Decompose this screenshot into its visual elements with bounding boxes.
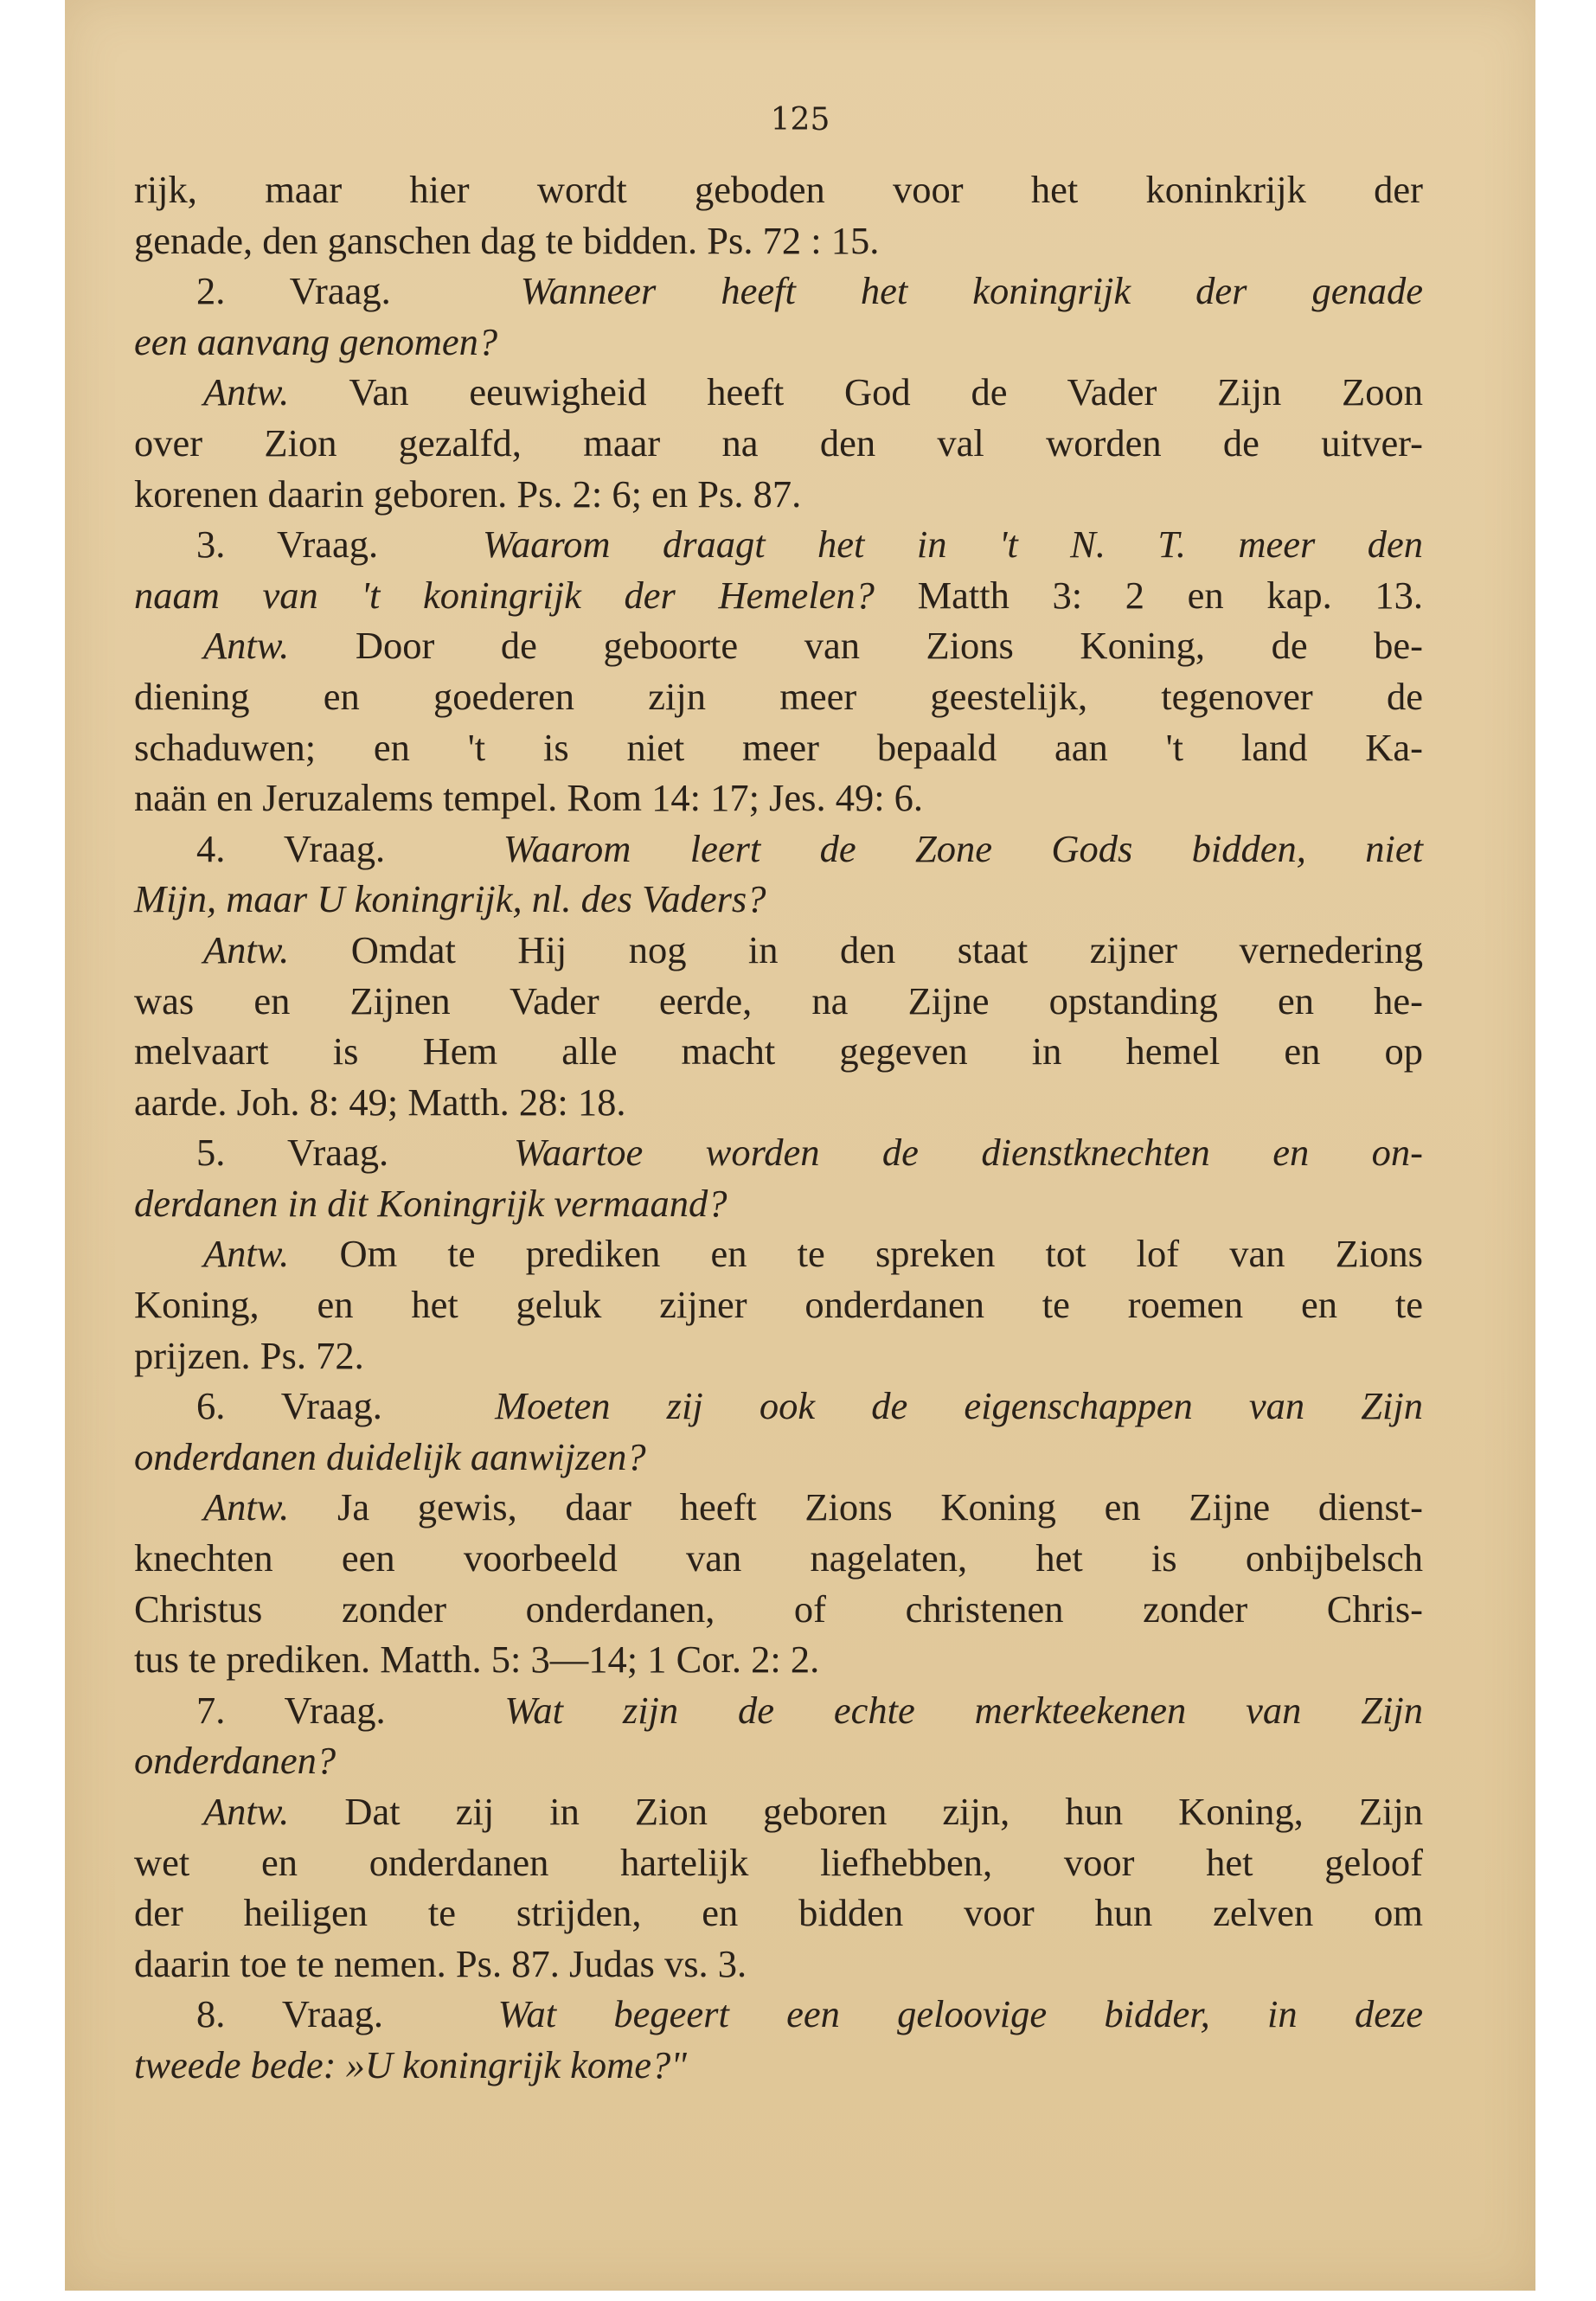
- text-line: wet en onderdanen hartelijk liefhebben, voor het geloof: [134, 1840, 1423, 1884]
- page-text: [134, 164, 1423, 2091]
- text-line: prijzen. Ps. 72.: [134, 1333, 364, 1377]
- text-line: Christus zonder onderdanen, of christenen zonder Chris-: [134, 1586, 1423, 1631]
- text-line: knechten een voorbeeld van nagelaten, het is onbijbelsch: [134, 1536, 1423, 1580]
- text-line: der heiligen te strijden, en bidden voor hun zelven om: [134, 1891, 1423, 1935]
- answer-line: Antw. Om te prediken en te spreken tot lof van Zions: [203, 1232, 1423, 1276]
- question-line: 8. Vraag. Wat begeert een geloovige bidder, in deze: [196, 1992, 1424, 2036]
- text-line: melvaart is Hem alle macht gegeven in hemel en op: [134, 1029, 1423, 1074]
- question-line: 7. Vraag. Wat zijn de echte merkteekenen van Zijn: [196, 1688, 1423, 1732]
- text-line: tus te prediken. Matth. 5: 3—14; 1 Cor. 2: 2.: [134, 1638, 820, 1682]
- text-line: aarde. Joh. 8: 49; Matth. 28: 18.: [134, 1080, 626, 1124]
- question-line: 4. Vraag. Waarom leert de Zone Gods bidden, niet: [196, 826, 1424, 870]
- question-line: een aanvang genomen?: [134, 319, 498, 363]
- question-line: 6. Vraag. Moeten zij ook de eigenschappen van Zijn: [196, 1384, 1423, 1428]
- text-line: naän en Jeruzalems tempel. Rom 14: 17; Jes. 49: 6.: [134, 776, 924, 820]
- text-line: daarin toe te nemen. Ps. 87. Judas vs. 3.: [134, 1941, 747, 1985]
- text-line: korenen daarin geboren. Ps. 2: 6; en Ps. 87.: [134, 471, 802, 516]
- answer-line: Antw. Omdat Hij nog in den staat zijner vernedering: [203, 927, 1423, 971]
- text-line: rijk, maar hier wordt geboden voor het koninkrijk der: [134, 168, 1423, 211]
- question-line: Mijn, maar U koningrijk, nl. des Vaders?: [134, 877, 766, 921]
- text-line: over Zion gezalfd, maar na den val worden de uitver-: [134, 420, 1423, 465]
- answer-line: Antw. Dat zij in Zion geboren zijn, hun Koning, Zijn: [203, 1790, 1424, 1833]
- text-line: genade, den ganschen dag te bidden. Ps. 72 : 15.: [134, 218, 880, 262]
- question-line: naam van 't koningrijk der Hemelen? Matth 3: 2 en kap. 13.: [134, 573, 1423, 617]
- answer-line: Antw. Ja gewis, daar heeft Zions Koning en Zijne dienst-: [203, 1485, 1423, 1529]
- book-page: [65, 0, 1535, 2291]
- text-line: was en Zijnen Vader eerde, na Zijne opstanding en he-: [134, 978, 1423, 1022]
- question-line: derdanen in dit Koningrijk vermaand?: [134, 1181, 727, 1225]
- page-number: 125: [770, 102, 830, 138]
- text-line: schaduwen; en 't is niet meer bepaald aan 't land Ka-: [134, 725, 1423, 769]
- answer-line: Antw. Door de geboorte van Zions Koning, de be-: [203, 624, 1424, 668]
- text-line: diening en goederen zijn meer geestelijk, tegenover de: [134, 674, 1423, 718]
- answer-line: Antw. Van eeuwigheid heeft God de Vader Zijn Zoon: [203, 370, 1423, 414]
- question-line: 3. Vraag. Waarom draagt het in 't N. T. meer den: [196, 522, 1424, 567]
- question-line: 5. Vraag. Waartoe worden de dienstknechten en on-: [196, 1131, 1423, 1175]
- question-line: tweede bede: »U koningrijk kome?": [134, 2042, 687, 2086]
- text-line: Koning, en het geluk zijner onderdanen te roemen en te: [134, 1283, 1423, 1327]
- question-line: onderdanen?: [134, 1739, 337, 1783]
- question-line: 2. Vraag. Wanneer heeft het koningrijk der genade: [196, 269, 1423, 313]
- question-line: onderdanen duidelijk aanwijzen?: [134, 1434, 646, 1478]
